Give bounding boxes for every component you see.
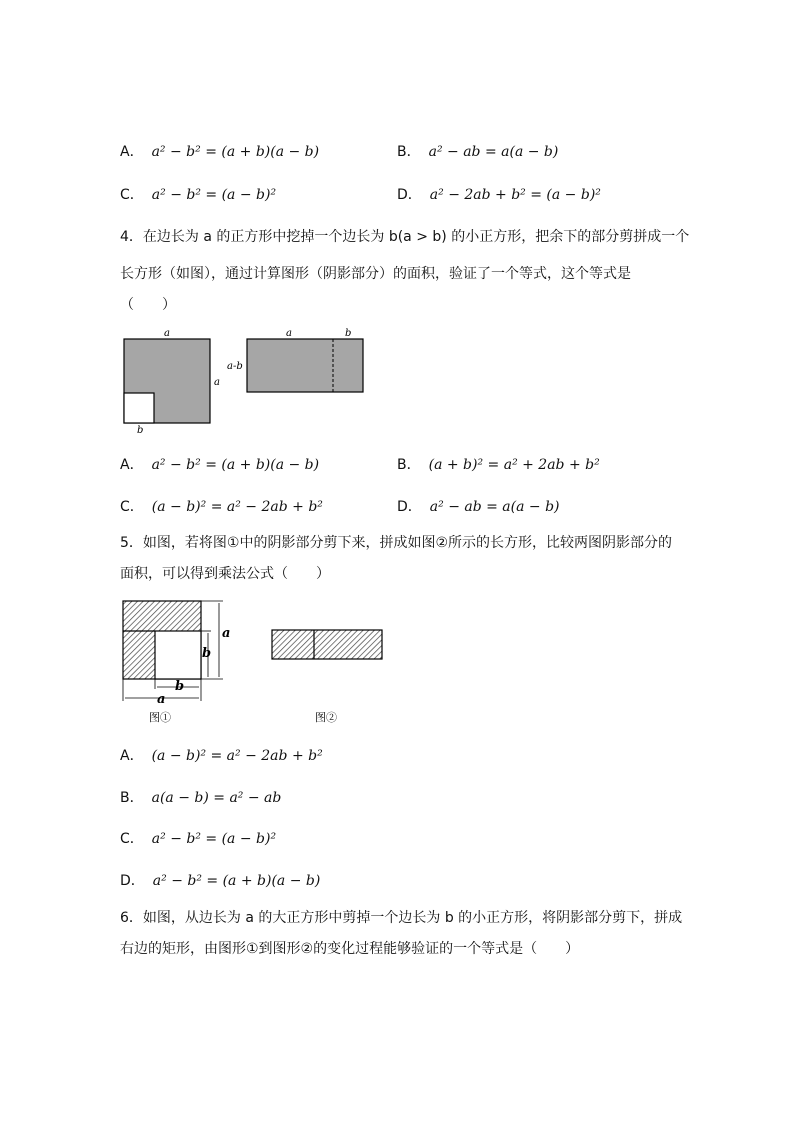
option-expression: a² − b² = (a + b)(a − b): [151, 457, 320, 473]
option-key: B．: [397, 457, 421, 473]
option-key: D．: [397, 499, 422, 515]
q4-rect-label-b: b: [345, 328, 352, 339]
q5-label-b-right: b: [202, 646, 212, 661]
q4-stem-line-1: 4．在边长为 a 的正方形中挖掉一个边长为 b(a > b) 的小正方形，把余下的部分剪拼成一个: [120, 229, 690, 245]
q5-caption-1: 图①: [149, 711, 171, 724]
q5-stem-line-2: 面积，可以得到乘法公式（ ）: [120, 566, 330, 582]
option-expression: (a − b)² = a² − 2ab + b²: [151, 748, 323, 764]
q4-rect-label-side: a-b: [227, 361, 243, 372]
q3-option-d[interactable]: [397, 185, 601, 205]
q4-cutout-square: [124, 393, 154, 423]
q4-option-a[interactable]: [120, 455, 319, 475]
q4-rect-label-a: a: [286, 328, 292, 339]
q4-option-b[interactable]: [397, 455, 600, 475]
q5-option-b[interactable]: [120, 788, 281, 808]
q5-rearranged-rectangle: [272, 630, 382, 659]
q5-label-b-bottom: b: [175, 679, 185, 694]
option-key: D．: [397, 187, 422, 203]
option-key: C．: [120, 187, 144, 203]
option-expression: (a − b)² = a² − 2ab + b²: [151, 499, 323, 515]
q5-option-c[interactable]: [120, 829, 276, 849]
option-key: A．: [120, 748, 144, 764]
option-key: D．: [120, 873, 145, 889]
q5-label-a-bottom: a: [157, 692, 166, 707]
q6-stem-line-1: 6．如图，从边长为 a 的大正方形中剪掉一个边长为 b 的小正方形，将阴影部分剪下，拼成: [120, 910, 683, 926]
option-key: B．: [397, 144, 421, 160]
q5-caption-2: 图②: [315, 711, 337, 724]
q3-option-c[interactable]: [120, 185, 276, 205]
q5-figure: [115, 595, 395, 730]
q4-option-d[interactable]: [397, 497, 560, 517]
option-expression: a(a − b) = a² − ab: [151, 790, 282, 806]
option-expression: a² − ab = a(a − b): [428, 144, 559, 160]
q5-option-d[interactable]: [120, 871, 320, 891]
q6-stem-line-2: 右边的矩形，由图形①到图形②的变化过程能够验证的一个等式是（ ）: [120, 941, 580, 957]
q4-label-side: a: [214, 377, 220, 388]
option-key: C．: [120, 499, 144, 515]
option-expression: a² − ab = a(a − b): [429, 499, 560, 515]
q5-option-a[interactable]: [120, 746, 323, 766]
option-expression: a² − 2ab + b² = (a − b)²: [429, 187, 601, 203]
option-expression: a² − b² = (a − b)²: [151, 831, 277, 847]
q5-cutout-square: [155, 631, 201, 679]
option-key: C．: [120, 831, 144, 847]
q3-option-a[interactable]: [120, 142, 319, 162]
option-expression: (a + b)² = a² + 2ab + b²: [428, 457, 600, 473]
q4-stem-line-2: 长方形（如图），通过计算图形（阴影部分）的面积，验证了一个等式，这个等式是: [120, 266, 631, 282]
option-expression: a² − b² = (a − b)²: [151, 187, 277, 203]
option-key: A．: [120, 457, 144, 473]
q4-label-top: a: [164, 328, 170, 339]
option-key: A．: [120, 144, 144, 160]
option-key: B．: [120, 790, 144, 806]
option-expression: a² − b² = (a + b)(a − b): [152, 873, 321, 889]
q5-stem-line-1: 5．如图，若将图①中的阴影部分剪下来，拼成如图②所示的长方形，比较两图阴影部分的: [120, 535, 673, 551]
q5-label-a-right: a: [222, 626, 231, 641]
q4-option-c[interactable]: [120, 497, 323, 517]
q4-rearranged-rectangle: [247, 339, 363, 392]
q4-label-small: b: [137, 425, 144, 436]
q4-figure: [110, 325, 380, 437]
option-expression: a² − b² = (a + b)(a − b): [151, 144, 320, 160]
q4-answer-blank: （ ）: [120, 297, 176, 313]
q3-option-b[interactable]: [397, 142, 558, 162]
